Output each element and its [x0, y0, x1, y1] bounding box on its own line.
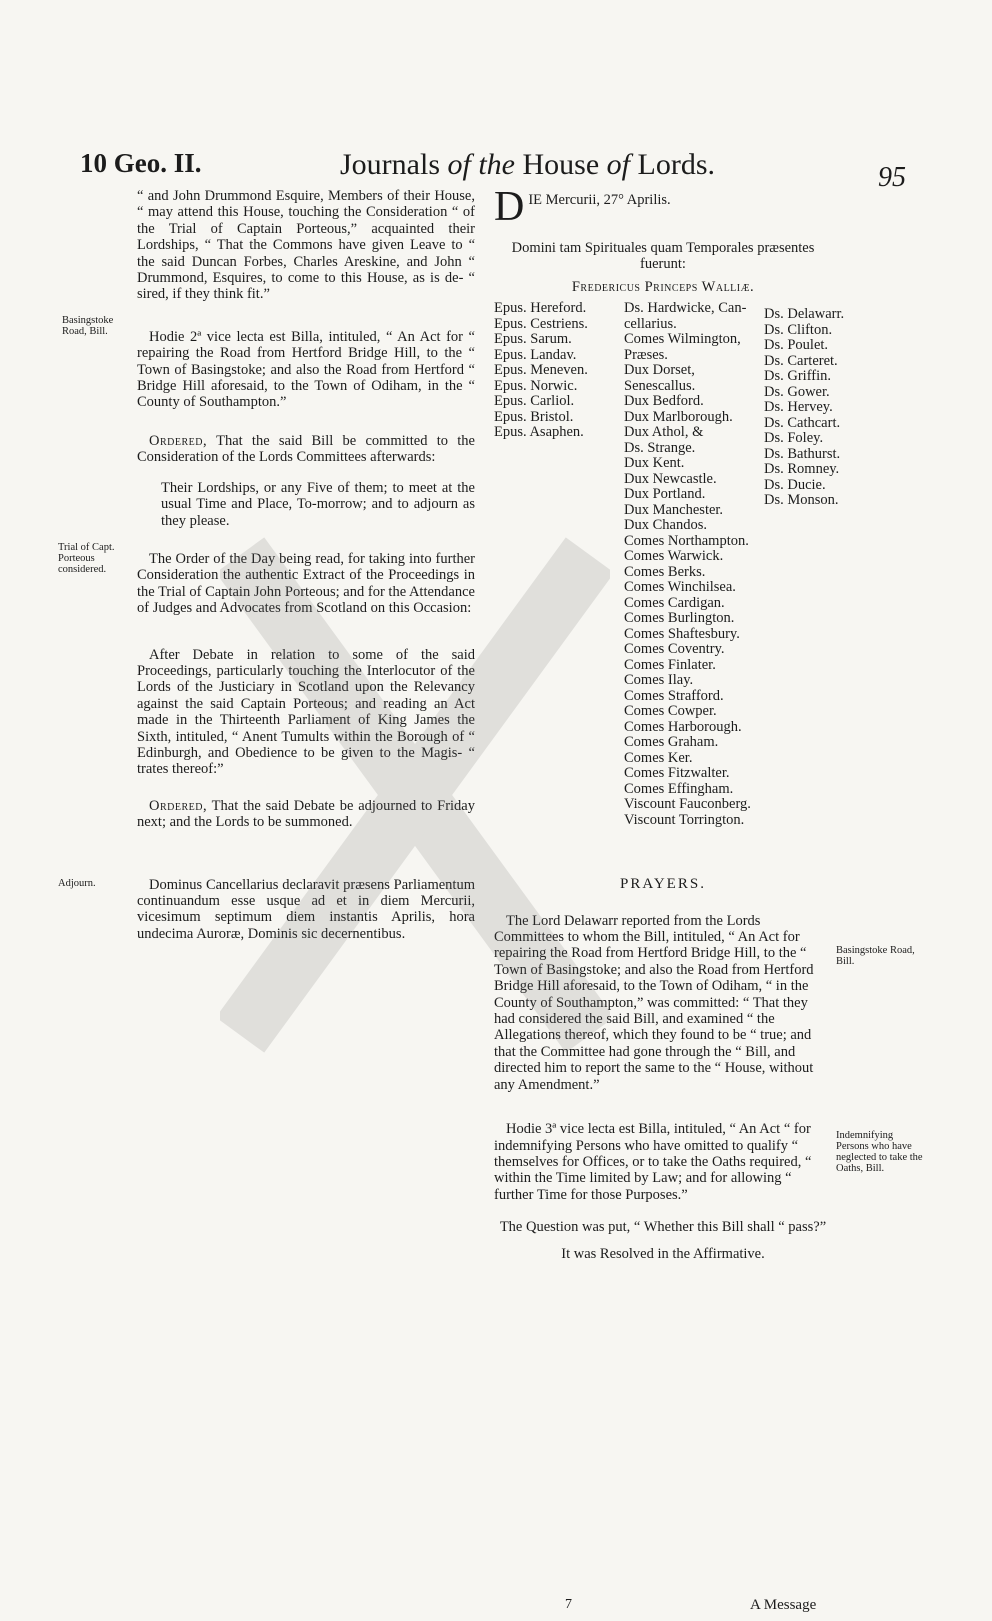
second-reading-entry: Hodie 2ª vice lecta est Billa, intituled, “ An Act for “ repairing the Road from Hertford Bridge Hill, to the “ Town of Basingstoke; and also the Road from Hertford “ Bridge Hill aforesaid, to the Town of Odiham, in the “ County of Southampton.”: [137, 328, 475, 411]
title-word-journals: Journals: [340, 148, 440, 181]
baron-entry: Ds. Hervey.: [764, 399, 833, 416]
peer-entry: Dux Dorset,: [624, 362, 695, 379]
prince-of-wales: Fredericus Princeps Walliæ.: [571, 278, 755, 295]
baron-entry: Ds. Monson.: [764, 492, 839, 509]
peer-entry: Comes Strafford.: [624, 687, 724, 704]
left-column: [137, 188, 475, 942]
bishop-entry: Epus. Hereford.: [494, 300, 587, 317]
baron-entry: Ds. Ducie.: [764, 476, 826, 493]
baron-entry: Ds. Foley.: [764, 430, 824, 447]
peer-entry: Comes Wilmington,: [624, 331, 741, 348]
margin-note-adjourn: Adjourn.: [58, 878, 96, 889]
signature-mark: 7: [565, 1597, 572, 1612]
peer-entry: Dux Kent.: [624, 455, 685, 472]
peer-entry: Comes Finlater.: [624, 656, 716, 673]
bishop-entry: Epus. Norwic.: [494, 377, 578, 394]
bishop-entry: Epus. Sarum.: [494, 331, 572, 348]
peer-entry: Ds. Strange.: [624, 439, 696, 456]
committee-report-entry: The Lord Delawarr reported from the Lords Committees to whom the Bill, intituled, “ An Act for repairing the Road from Hertford Bridge Hill, to the “ Town of Basingstoke; and also the Road from Hertford Bridge Hill aforesaid, to the Town of Odiham, “ in the County of Southampton,” was committed: “ That they had considered the said Bill, and examined “ the Allegations thereof, which they found to be “ true; and that the Committee had gone through the “ Bill, and directed him to report the same to the “ House, without any Amendment.”: [494, 912, 814, 1093]
baron-entry: Ds. Clifton.: [764, 321, 833, 338]
peer-entry: Viscount Fauconberg.: [624, 796, 751, 813]
peer-entry: Comes Shaftesbury.: [624, 625, 740, 642]
page-number: 95: [878, 162, 906, 193]
committee-instructions: Their Lordships, or any Five of them; to meet at the usual Time and Place, To-morrow; and to adjourn as they please.: [161, 479, 475, 529]
title-word-house: House: [522, 148, 600, 181]
margin-note-basingstoke-right: Basingstoke Road, Bill.: [836, 945, 915, 967]
peer-entry: Dux Athol, &: [624, 424, 704, 441]
baron-entry: Ds. Poulet.: [764, 337, 829, 354]
resolution: It was Resolved in the Affirmative.: [561, 1245, 765, 1262]
baron-entry: Ds. Gower.: [764, 383, 830, 400]
ordered-commit-entry: [137, 433, 475, 466]
commons-message-tail: “ and John Drummond Esquire, Members of their House, “ may attend this House, touching the Consideration “ of the Trial of Captain Porteous,” acquainted their Lordships, “ That the Commons have given Leave to “ the said Duncan Forbes, Charles Areskine, and John “ Drummond, Esquires, to come to this House, as is de- “ sired, if they think fit.”: [137, 188, 475, 303]
peer-entry: Comes Cowper.: [624, 703, 717, 720]
debate-entry: After Debate in relation to some of the said Proceedings, particularly touching the Interlocutor of the Lords of the Justiciary in Scotland upon the Relevancy against the said Captain Porteous; and reading an Act made in the Thirteenth Parliament of King James the Sixth, intituled, “ Anent Tumults within the Borough of “ Edinburgh, and Obedience to be given to the Magis- “ trates thereof:”: [137, 646, 475, 778]
peer-entry: Comes Winchilsea.: [624, 579, 736, 596]
page-header: [0, 148, 992, 192]
bishop-entry: Epus. Asaphen.: [494, 424, 584, 441]
ordered-label: Ordered,: [149, 432, 208, 449]
title-word-of-the: of the: [447, 148, 515, 181]
present-statement: Domini tam Spirituales quam Temporales præsentes fuerunt:: [511, 240, 815, 273]
peer-entry: Dux Marlborough.: [624, 408, 733, 425]
regnal-year: 10 Geo. II.: [80, 148, 202, 178]
date-line: [494, 188, 832, 224]
margin-note-indemnifying: Indemnifying Persons who have neglected to take the Oaths, Bill.: [836, 1130, 923, 1174]
peers-list: [624, 301, 774, 828]
third-reading-entry: Hodie 3ª vice lecta est Billa, intituled, “ An Act “ for indemnifying Persons who have omitted to qualify “ themselves for Offices, or to take the Oaths required, “ within the Time limited by Law; and for allowing “ further Time for those Purposes.”: [494, 1121, 812, 1203]
attendance-roster: [494, 301, 914, 846]
peer-entry: Comes Harborough.: [624, 718, 742, 735]
peer-entry: Comes Coventry.: [624, 641, 725, 658]
peer-entry: Dux Chandos.: [624, 517, 707, 534]
peer-entry: Comes Fitzwalter.: [624, 765, 730, 782]
bishop-entry: Epus. Cestriens.: [494, 315, 588, 332]
adjournment-entry: Dominus Cancellarius declaravit præsens Parliamentum continuandum esse usque ad et in diem Mercurii, vicesimum septimum diem instantis Aprilis, hora undecima Auroræ, Dominis sic decernentibus.: [137, 876, 475, 942]
baron-entry: Ds. Delawarr.: [764, 306, 845, 323]
peer-entry: Comes Burlington.: [624, 610, 735, 627]
baron-entry: Ds. Bathurst.: [764, 445, 841, 462]
peer-entry: Comes Ker.: [624, 749, 693, 766]
margin-note-basingstoke: Basingstoke Road, Bill.: [62, 315, 114, 337]
margin-note-porteous: Trial of Capt. Porteous considered.: [58, 542, 115, 575]
prayers-heading: PRAYERS.: [620, 876, 706, 893]
peer-entry: cellarius.: [624, 315, 677, 332]
peer-entry: Comes Effingham.: [624, 780, 734, 797]
peer-entry: Comes Northampton.: [624, 532, 749, 549]
peer-entry: Viscount Torrington.: [624, 811, 745, 828]
bishops-list: [494, 301, 614, 441]
peer-entry: Dux Bedford.: [624, 393, 704, 410]
ordered-label-2: Ordered,: [149, 797, 208, 814]
bishop-entry: Epus. Meneven.: [494, 362, 588, 379]
drop-capital: D: [494, 188, 525, 224]
peer-entry: Comes Berks.: [624, 563, 706, 580]
ordered-text: That the said Bill be committed to the Consideration of the Lords Committees afterwards:: [137, 432, 475, 466]
catchword: A Message: [750, 1597, 817, 1613]
right-column: [494, 188, 845, 1262]
title-word-of: of: [606, 148, 630, 181]
ordered-adjourn-entry: [137, 798, 475, 831]
order-of-day-entry: The Order of the Day being read, for taking into further Consideration the authentic Extract of the Proceedings in the Trial of Captain John Porteous; and for the Attendance of Judges and Advocates from Scotland on this Occasion:: [137, 550, 475, 617]
peer-entry: Dux Portland.: [624, 486, 706, 503]
baron-entry: Ds. Griffin.: [764, 368, 831, 385]
peer-entry: Ds. Hardwicke, Can-: [624, 300, 747, 317]
peer-entry: Comes Cardigan.: [624, 594, 725, 611]
ordered-text-2: That the said Debate be adjourned to Friday next; and the Lords to be summoned.: [137, 797, 475, 831]
peer-entry: Senescallus.: [624, 377, 696, 394]
peer-entry: Comes Warwick.: [624, 548, 724, 565]
question-put: The Question was put, “ Whether this Bill shall “ pass?”: [499, 1219, 827, 1236]
peer-entry: Dux Newcastle.: [624, 470, 717, 487]
title-word-lords: Lords.: [637, 148, 715, 181]
running-title: [340, 148, 715, 182]
bishop-entry: Epus. Landav.: [494, 346, 577, 363]
baron-entry: Ds. Romney.: [764, 461, 840, 478]
peer-entry: Dux Manchester.: [624, 501, 724, 518]
barons-list: [764, 307, 864, 509]
sitting-date: IE Mercurii, 27° Aprilis.: [528, 192, 671, 208]
baron-entry: Ds. Carteret.: [764, 352, 838, 369]
bishop-entry: Epus. Carliol.: [494, 393, 575, 410]
peer-entry: Comes Graham.: [624, 734, 719, 751]
peer-entry: Præses.: [624, 346, 668, 363]
baron-entry: Ds. Cathcart.: [764, 414, 841, 431]
bishop-entry: Epus. Bristol.: [494, 408, 574, 425]
peer-entry: Comes Ilay.: [624, 672, 694, 689]
